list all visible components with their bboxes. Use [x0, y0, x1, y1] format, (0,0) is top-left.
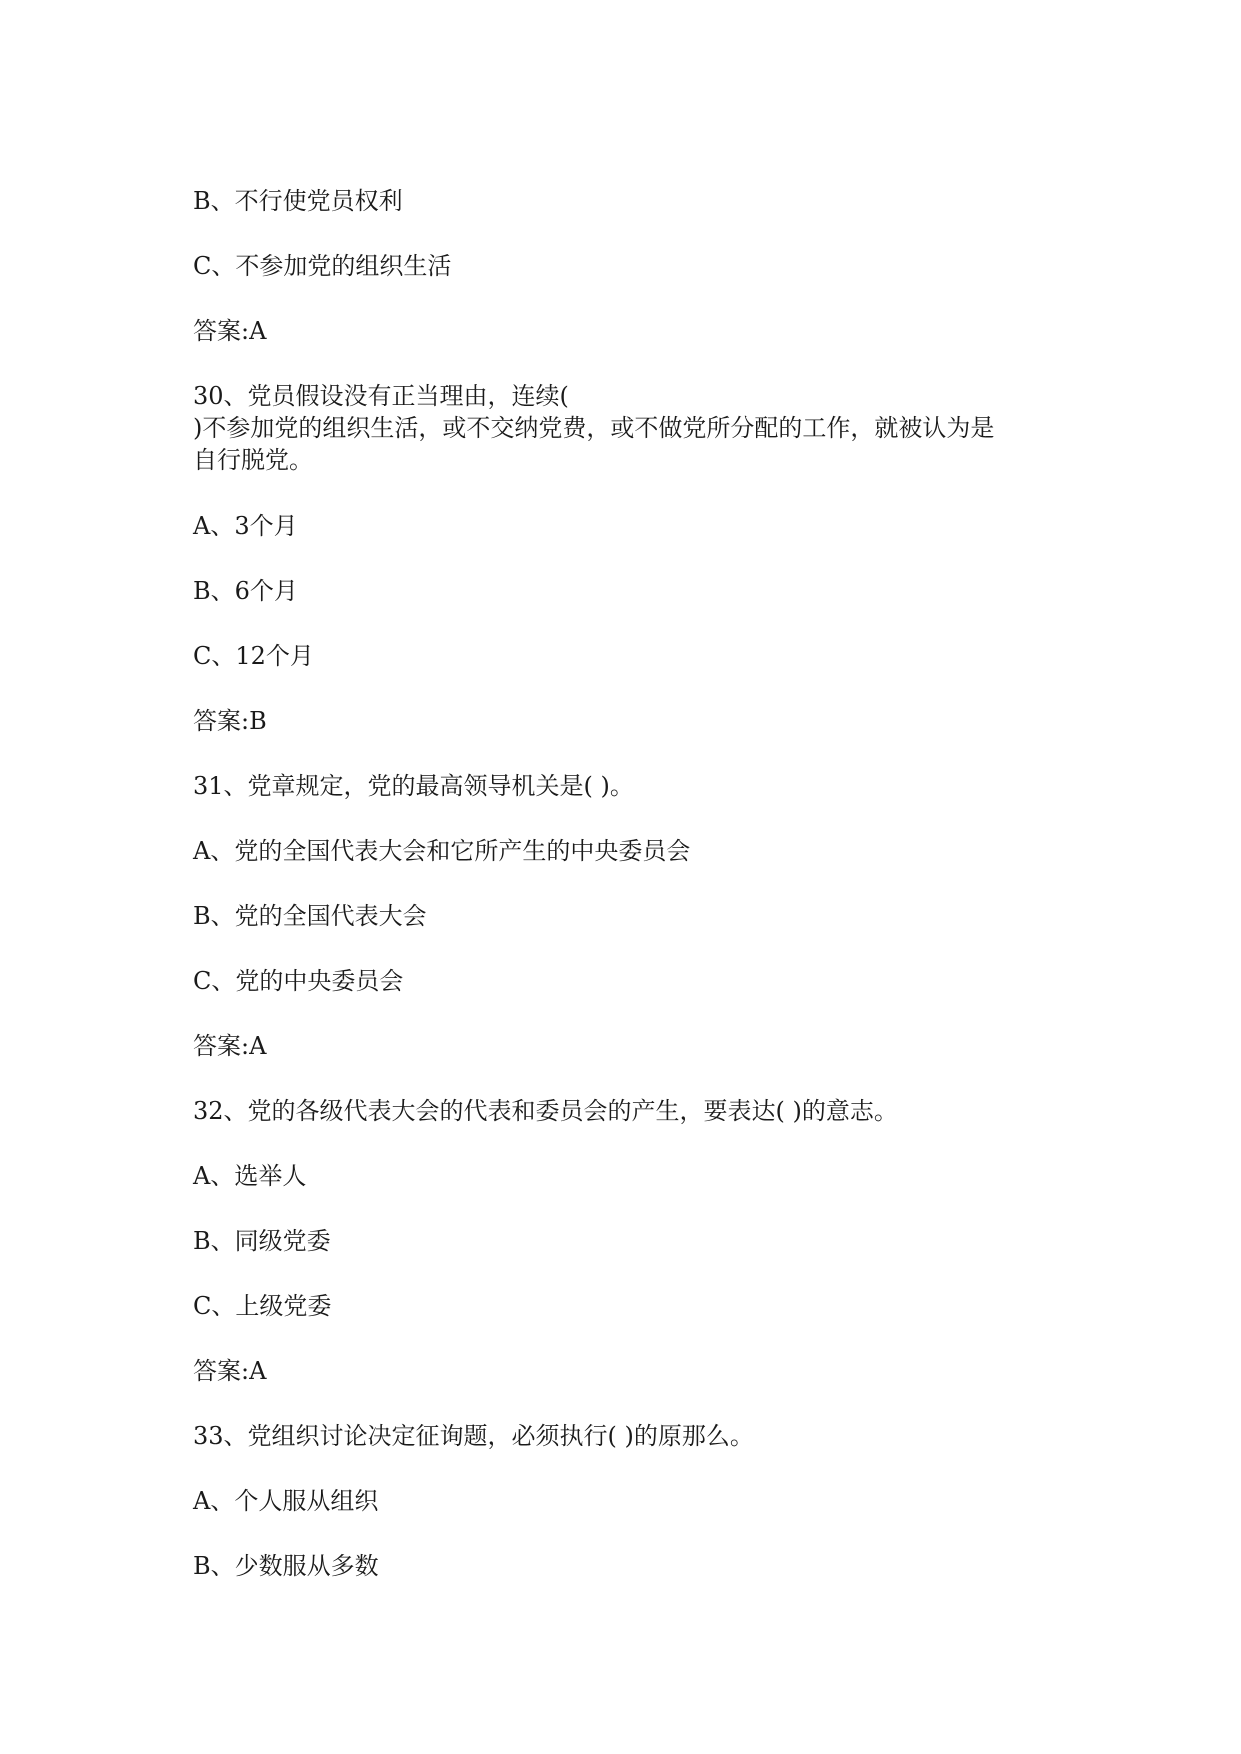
question-30-line-1: 30、党员假设没有正当理由，连续( — [193, 382, 569, 410]
option-b: B、少数服从多数 — [193, 1552, 379, 1580]
option-b: B、党的全国代表大会 — [193, 902, 427, 930]
question-33: 33、党组织讨论决定征询题，必须执行( )的原那么。 — [193, 1422, 754, 1450]
option-c: C、不参加党的组织生活 — [193, 252, 452, 280]
answer: 答案:A — [193, 317, 267, 345]
option-c: C、上级党委 — [193, 1292, 332, 1320]
option-a: A、3个月 — [193, 512, 298, 540]
answer: 答案:B — [193, 707, 267, 735]
option-b: B、6个月 — [193, 577, 298, 605]
question-32: 32、党的各级代表大会的代表和委员会的产生，要表达( )的意志。 — [193, 1097, 898, 1125]
question-30 — [193, 380, 1053, 476]
question-31: 31、党章规定，党的最高领导机关是( )。 — [193, 772, 634, 800]
option-b: B、同级党委 — [193, 1227, 331, 1255]
answer: 答案:A — [193, 1032, 267, 1060]
question-30-line-2: )不参加党的组织生活，或不交纳党费，或不做党所分配的工作，就被认为是 — [193, 414, 995, 442]
option-b: B、不行使党员权利 — [193, 187, 403, 215]
option-a: A、选举人 — [193, 1162, 307, 1190]
answer: 答案:A — [193, 1357, 267, 1385]
option-c: C、党的中央委员会 — [193, 967, 404, 995]
option-a: A、党的全国代表大会和它所产生的中央委员会 — [193, 837, 691, 865]
option-a: A、个人服从组织 — [193, 1487, 379, 1515]
option-c: C、12个月 — [193, 642, 314, 670]
question-30-line-3: 自行脱党。 — [193, 446, 313, 474]
